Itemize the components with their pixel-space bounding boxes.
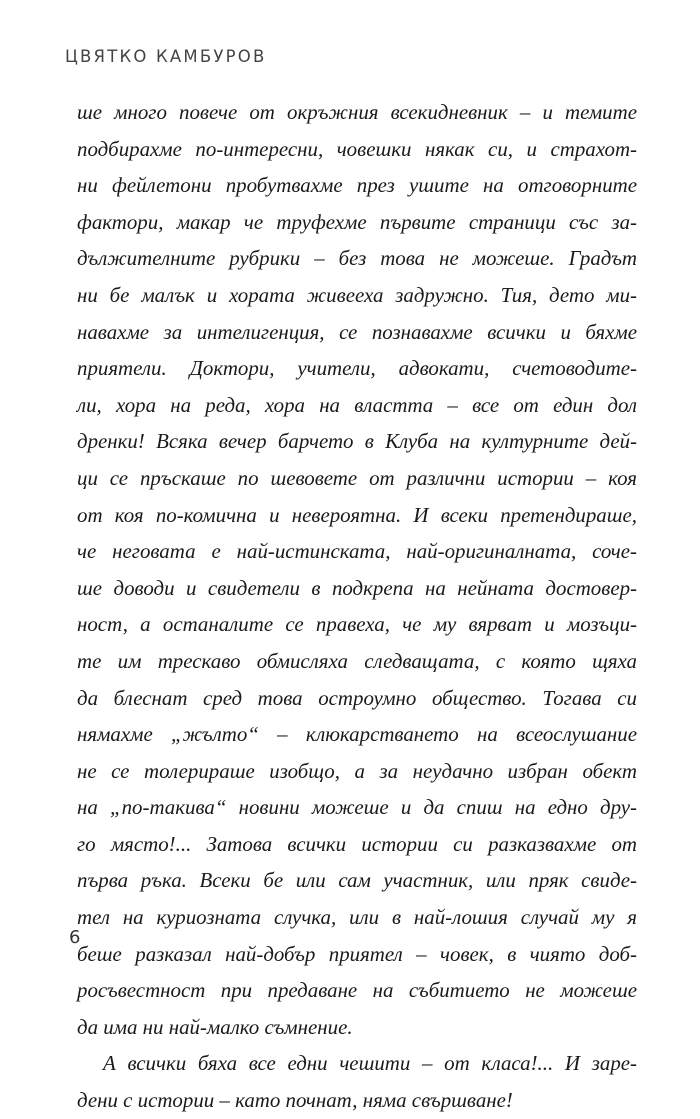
text-line: не се толерираше изобщо, а за неудачно избран обект xyxy=(77,758,637,783)
text-line: ни фейлетони пробутвахме през ушите на отговорните xyxy=(77,173,637,198)
text-line: ше доводи и свидетели в подкрепа на нейната достовер- xyxy=(77,575,637,600)
text-line: ност, а останалите се правеха, че му вярват и мозъци- xyxy=(77,612,637,637)
text-line-paragraph-end: да има ни най-малко съмнение. xyxy=(77,1014,353,1039)
text-line: нямахме „жълто“ – клюкарстването на всеослушание xyxy=(77,722,637,747)
text-line: го място!... Затова всички истории си разказвахме от xyxy=(77,831,637,856)
text-line: росъвестност при предаване на събитието не можеше xyxy=(77,978,637,1003)
text-line: тел на куриозната случка, или в най-лошия случай му я xyxy=(77,905,637,930)
page-number: 6 xyxy=(69,927,81,948)
text-line: беше разказал най-добър приятел – човек, в чиято доб- xyxy=(77,941,637,966)
body-text xyxy=(77,94,637,1119)
text-line: дренки! Всяка вечер барчето в Клуба на културните дей- xyxy=(77,429,637,454)
text-line: те им трескаво обмисляха следващата, с която щяха xyxy=(77,648,637,673)
text-line: от коя по-комична и невероятна. И всеки претендираше, xyxy=(77,502,637,527)
text-line: навахме за интелигенция, се познавахме всички и бяхме xyxy=(77,319,637,344)
text-line: ли, хора на реда, хора на властта – все от един дол xyxy=(77,392,637,417)
text-line: да блеснат сред това остроумно общество. Тогава си xyxy=(77,685,637,710)
text-line: на „по-такива“ новини можеше и да спиш на едно дру- xyxy=(77,795,637,820)
text-line: ци се пръскаше по шевовете от различни истории – коя xyxy=(77,465,637,490)
text-line: ни бе малък и хората живееха задружно. Тия, дето ми- xyxy=(77,282,637,307)
text-line-paragraph-start: А всички бяха все едни чешити – от класа!... И заре- xyxy=(103,1051,637,1076)
text-line: че неговата е най-истинската, най-оригиналната, соче- xyxy=(77,539,637,564)
text-line: първа ръка. Всеки бе или сам участник, или пряк свиде- xyxy=(77,868,637,893)
running-header-author: ЦВЯТКО КАМБУРОВ xyxy=(65,47,267,66)
text-line-paragraph-end: дени с истории – като почнат, няма свършване! xyxy=(77,1088,513,1113)
text-line: фактори, макар че труфехме първите страници със за- xyxy=(77,209,637,234)
text-line: ше много повече от окръжния всекидневник – и темите xyxy=(77,100,637,124)
text-line: дължителните рубрики – без това не можеше. Градът xyxy=(77,246,637,271)
text-line: подбирахме по-интересни, човешки някак си, и страхот- xyxy=(77,136,637,161)
text-line: приятели. Доктори, учители, адвокати, счетоводите- xyxy=(77,356,637,381)
